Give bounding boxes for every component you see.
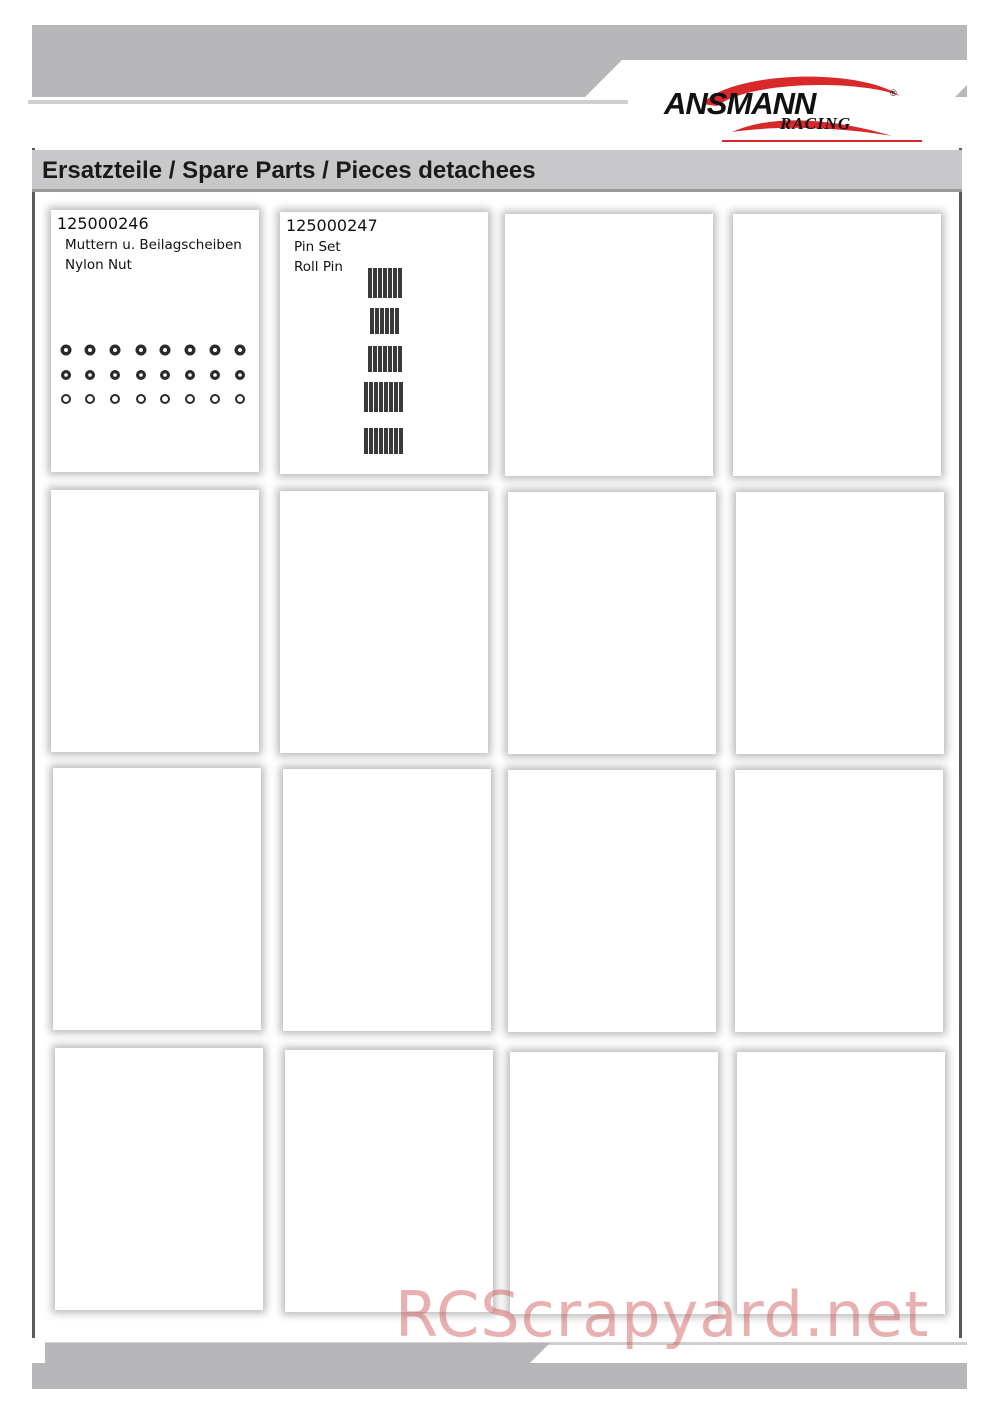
part-card [510, 1052, 718, 1314]
part-card [508, 770, 716, 1032]
part-card [280, 491, 488, 753]
logo-brand-sub: RACING [780, 114, 852, 133]
part-card [505, 214, 713, 476]
part-card [737, 1052, 945, 1314]
part-card [285, 1050, 493, 1312]
part-card [735, 770, 943, 1032]
part-card [283, 769, 491, 1031]
part-card [55, 1048, 263, 1310]
logo-brand: ANSMANN [664, 86, 816, 121]
part-card [51, 210, 259, 472]
part-description-de: Muttern u. Beilagscheiben [65, 237, 242, 253]
watermark: RCScrapyard.net [395, 1278, 930, 1351]
page-title: Ersatzteile / Spare Parts / Pieces detachees [42, 157, 536, 184]
part-number: 125000246 [57, 214, 149, 233]
part-card [736, 492, 944, 754]
roll-pins-image [362, 268, 412, 458]
part-description-en: Nylon Nut [65, 257, 132, 273]
footer-cutout [0, 1342, 45, 1364]
part-card [280, 212, 488, 474]
logo-registered-mark: ® [890, 88, 897, 98]
nylon-nuts-image [55, 342, 255, 406]
title-bar [32, 150, 962, 192]
ansmann-racing-logo [662, 74, 922, 144]
logo-underline [722, 140, 922, 142]
part-card [51, 490, 259, 752]
footer-band [32, 1363, 967, 1389]
part-card [53, 768, 261, 1030]
part-card [508, 492, 716, 754]
part-number: 125000247 [286, 216, 378, 235]
part-card [733, 214, 941, 476]
header-rule [28, 100, 628, 104]
part-description-de: Pin Set [294, 239, 341, 255]
part-description-en: Roll Pin [294, 259, 343, 275]
